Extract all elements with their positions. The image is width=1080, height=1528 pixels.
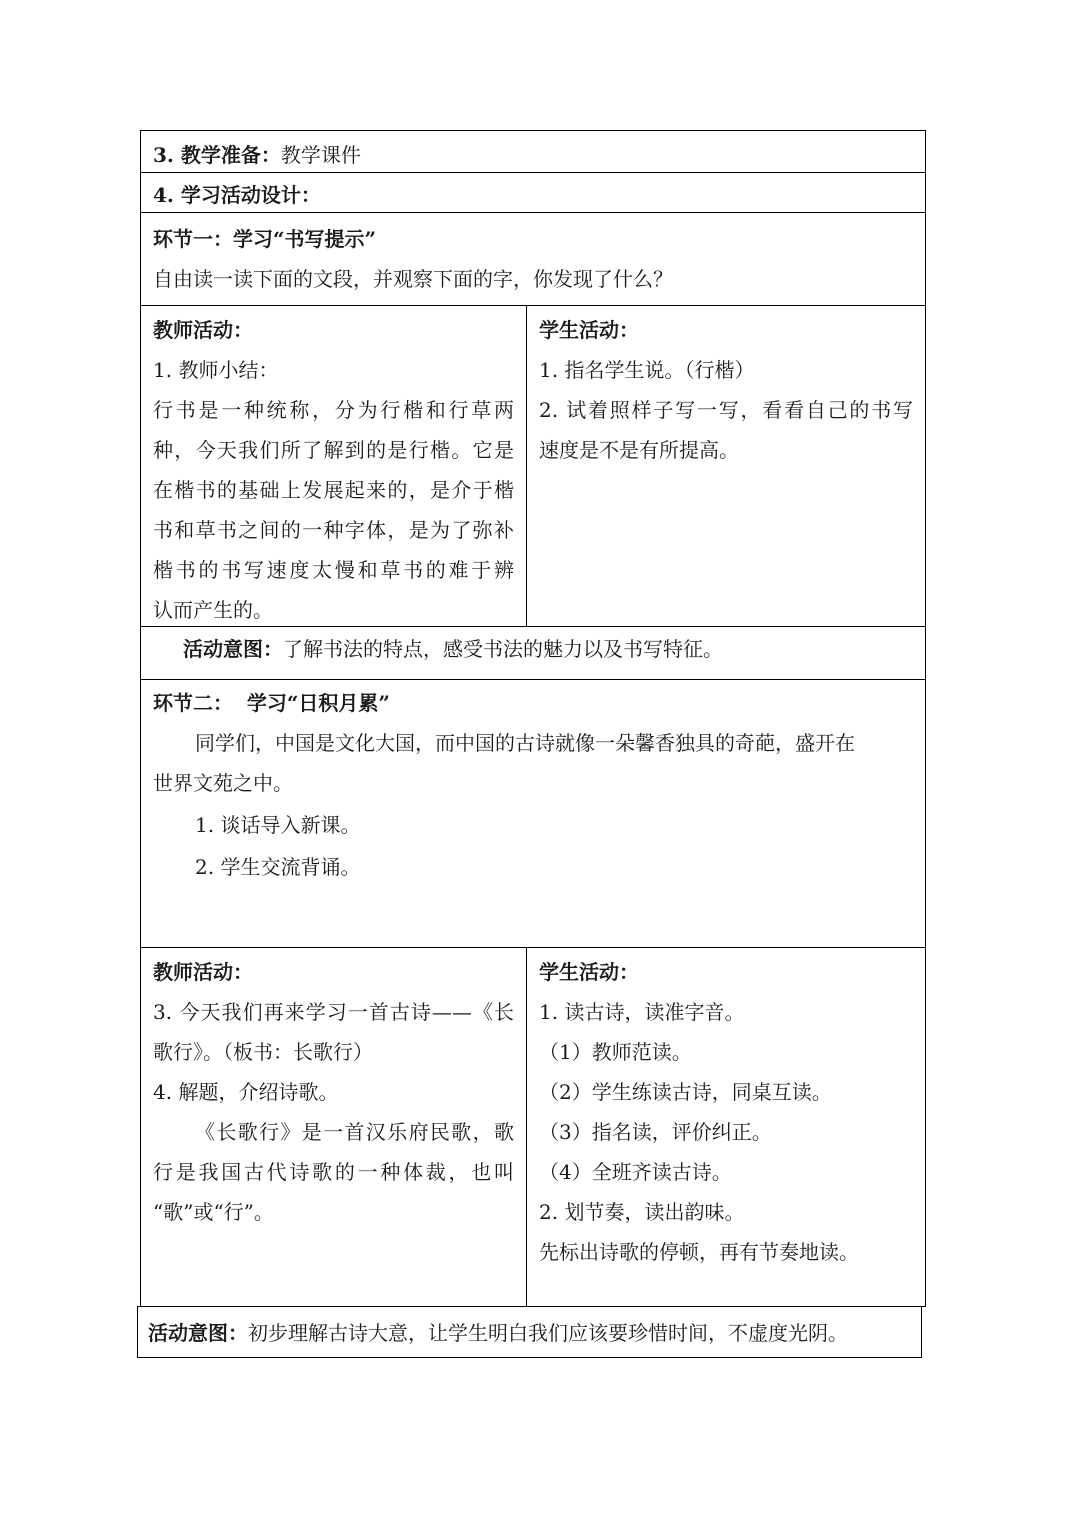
section2-step: 2. 学生交流背诵。 [195, 855, 361, 879]
section2-teacher-line: 行是我国古代诗歌的一种体裁，也叫 [153, 1160, 514, 1184]
section2-intent [148, 1313, 911, 1353]
section1-teacher-line: 行书是一种统称，分为行楷和行草两 [153, 398, 514, 422]
section1-teacher-line: 楷书的书写速度太慢和草书的难于辨 [153, 558, 514, 582]
lesson-plan-table [140, 130, 926, 1307]
section1-teacher-line: 1. 教师小结： [153, 358, 279, 382]
section1-teacher-line: 认而产生的。 [153, 598, 273, 622]
prep-row [140, 130, 926, 172]
section1-student-line: 速度是不是有所提高。 [539, 438, 739, 462]
section1-intent-text: 了解书法的特点，感受书法的魅力以及书写特征。 [283, 637, 723, 661]
section2-intro-line2: 世界文苑之中。 [153, 771, 293, 795]
section2-intent-text: 初步理解古诗大意，让学生明白我们应该要珍惜时间，不虚度光阴。 [248, 1321, 848, 1345]
section1-title: 环节一：学习“书写提示” [153, 227, 377, 251]
section2-activity-row [140, 947, 926, 1307]
section1-activity-row [140, 305, 926, 626]
section1-intent-row [140, 626, 926, 679]
section1-teacher-line: 书和草书之间的一种字体，是为了弥补 [153, 518, 514, 542]
section1-student-cell [527, 306, 925, 626]
section2-teacher-line: 歌行》。（板书：长歌行） [153, 1040, 373, 1064]
section2-student-line: 1. 读古诗，读准字音。 [539, 1000, 745, 1024]
section2-student-line: （3）指名读，评价纠正。 [539, 1120, 772, 1144]
section2-student-cell [527, 948, 925, 1306]
section2-intro-line1: 同学们，中国是文化大国，而中国的古诗就像一朵馨香独具的奇葩，盛开在 [195, 731, 855, 755]
section2-student-line: （4）全班齐读古诗。 [539, 1160, 732, 1184]
section1-teacher-line: 在楷书的基础上发展起来的，是介于楷 [153, 478, 514, 502]
section1-teacher-cell [141, 306, 527, 626]
section1-student-line: 1. 指名学生说。（行楷） [539, 358, 755, 382]
prep-label: 3. 教学准备： [153, 143, 281, 167]
section2-teacher-line: 3. 今天我们再来学习一首古诗——《长 [153, 1000, 514, 1024]
section2-student-heading: 学生活动： [539, 960, 639, 984]
section2-student-line: 2. 划节奏，读出韵味。 [539, 1200, 745, 1224]
section2-intent-box [137, 1306, 922, 1358]
section2-header-row [140, 679, 926, 947]
section1-intent [183, 629, 913, 669]
section1-header-row [140, 212, 926, 305]
section1-student-heading: 学生活动： [539, 318, 639, 342]
section1-intro: 自由读一读下面的文段，并观察下面的字，你发现了什么？ [153, 267, 673, 291]
section2-student-line: 先标出诗歌的停顿，再有节奏地读。 [539, 1240, 859, 1264]
design-row [140, 172, 926, 212]
design-label: 4. 学习活动设计： [153, 183, 321, 207]
section2-teacher-line: 4. 解题，介绍诗歌。 [153, 1080, 339, 1104]
section1-teacher-line: 种，今天我们所了解到的是行楷。它是 [153, 438, 514, 462]
section2-title: 环节二： 学习“日积月累” [153, 691, 390, 715]
section2-teacher-cell [141, 948, 527, 1306]
section2-intent-label: 活动意图： [148, 1321, 248, 1345]
section2-teacher-line: “歌”或“行”。 [153, 1200, 274, 1224]
section2-teacher-line: 《长歌行》是一首汉乐府民歌，歌 [195, 1120, 514, 1144]
section1-student-line: 2. 试着照样子写一写，看看自己的书写 [539, 398, 913, 422]
section2-student-line: （1）教师范读。 [539, 1040, 692, 1064]
prep-line [153, 135, 913, 175]
section2-student-line: （2）学生练读古诗，同桌互读。 [539, 1080, 832, 1104]
section1-intent-label: 活动意图： [183, 637, 283, 661]
prep-value: 教学课件 [280, 143, 361, 167]
section1-teacher-heading: 教师活动： [153, 318, 253, 342]
section2-step: 1. 谈话导入新课。 [195, 813, 361, 837]
section2-teacher-heading: 教师活动： [153, 960, 253, 984]
